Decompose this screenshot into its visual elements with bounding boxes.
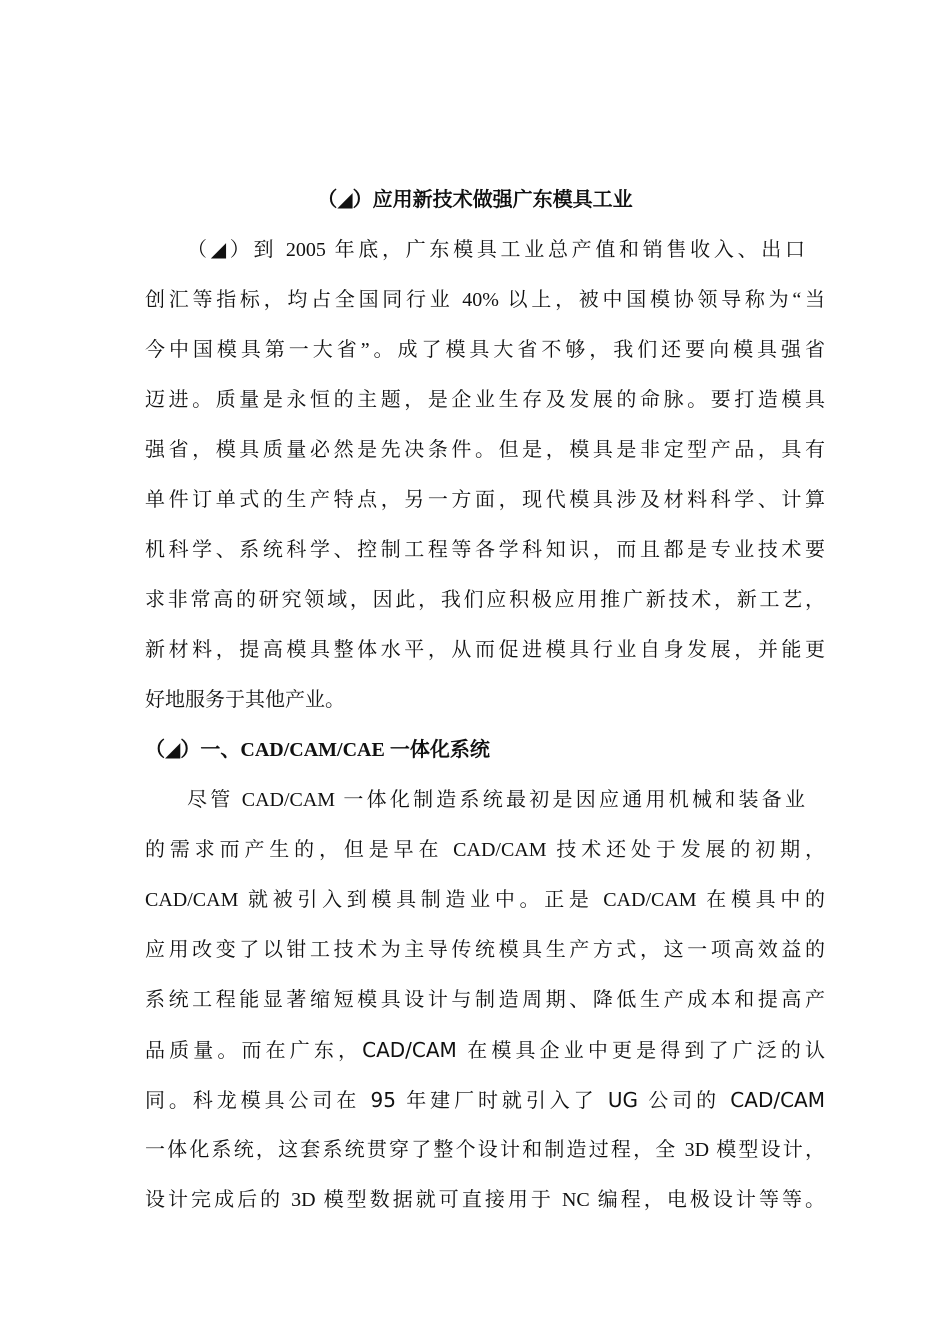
paragraph-line: 的需求而产生的，但是早在 CAD/CAM 技术还处于发展的初期， (145, 839, 825, 861)
paragraph-line: 今中国模具第一大省”。成了模具大省不够，我们还要向模具强省 (145, 339, 825, 361)
paragraph-line: 系统工程能显著缩短模具设计与制造周期、降低生产成本和提高产 (145, 989, 825, 1011)
paragraph-line: 应用改变了以钳工技术为主导传统模具生产方式，这一项高效益的 (145, 939, 825, 961)
document-title: （◢）应用新技术做强广东模具工业 (317, 189, 633, 211)
paragraph-line: 单件订单式的生产特点，另一方面，现代模具涉及材料科学、计算 (145, 489, 825, 511)
paragraph-line: 新材料，提高模具整体水平，从而促进模具行业自身发展，并能更 (145, 639, 825, 661)
paragraph-line: （◢）到 2005 年底，广东模具工业总产值和销售收入、出口 (187, 239, 805, 261)
paragraph-line: 求非常高的研究领域，因此，我们应积极应用推广新技术，新工艺， (145, 589, 825, 611)
paragraph-line: 设计完成后的 3D 模型数据就可直接用于 NC 编程，电极设计等等。 (145, 1189, 825, 1211)
paragraph-line: 创汇等指标，均占全国同行业 40% 以上，被中国模协领导称为“当 (145, 289, 825, 311)
paragraph-line: CAD/CAM 就被引入到模具制造业中。正是 CAD/CAM 在模具中的 (145, 889, 825, 911)
paragraph-line: 一体化系统，这套系统贯穿了整个设计和制造过程，全 3D 模型设计， (145, 1139, 825, 1161)
section-heading: （◢）一、CAD/CAM/CAE 一体化系统 (145, 739, 490, 761)
paragraph-line: 好地服务于其他产业。 (145, 689, 345, 711)
paragraph-line: 迈进。质量是永恒的主题，是企业生存及发展的命脉。要打造模具 (145, 389, 825, 411)
paragraph-line: 机科学、系统科学、控制工程等各学科知识，而且都是专业技术要 (145, 539, 825, 561)
paragraph-line: 品质量。而在广东，CAD/CAM 在模具企业中更是得到了广泛的认 (145, 1038, 825, 1062)
paragraph-line: 同。科龙模具公司在 95 年建厂时就引入了 UG 公司的 CAD/CAM (145, 1088, 825, 1112)
paragraph-line: 强省，模具质量必然是先决条件。但是，模具是非定型产品，具有 (145, 439, 825, 461)
paragraph-line: 尽管 CAD/CAM 一体化制造系统最初是因应通用机械和装备业 (187, 789, 805, 811)
